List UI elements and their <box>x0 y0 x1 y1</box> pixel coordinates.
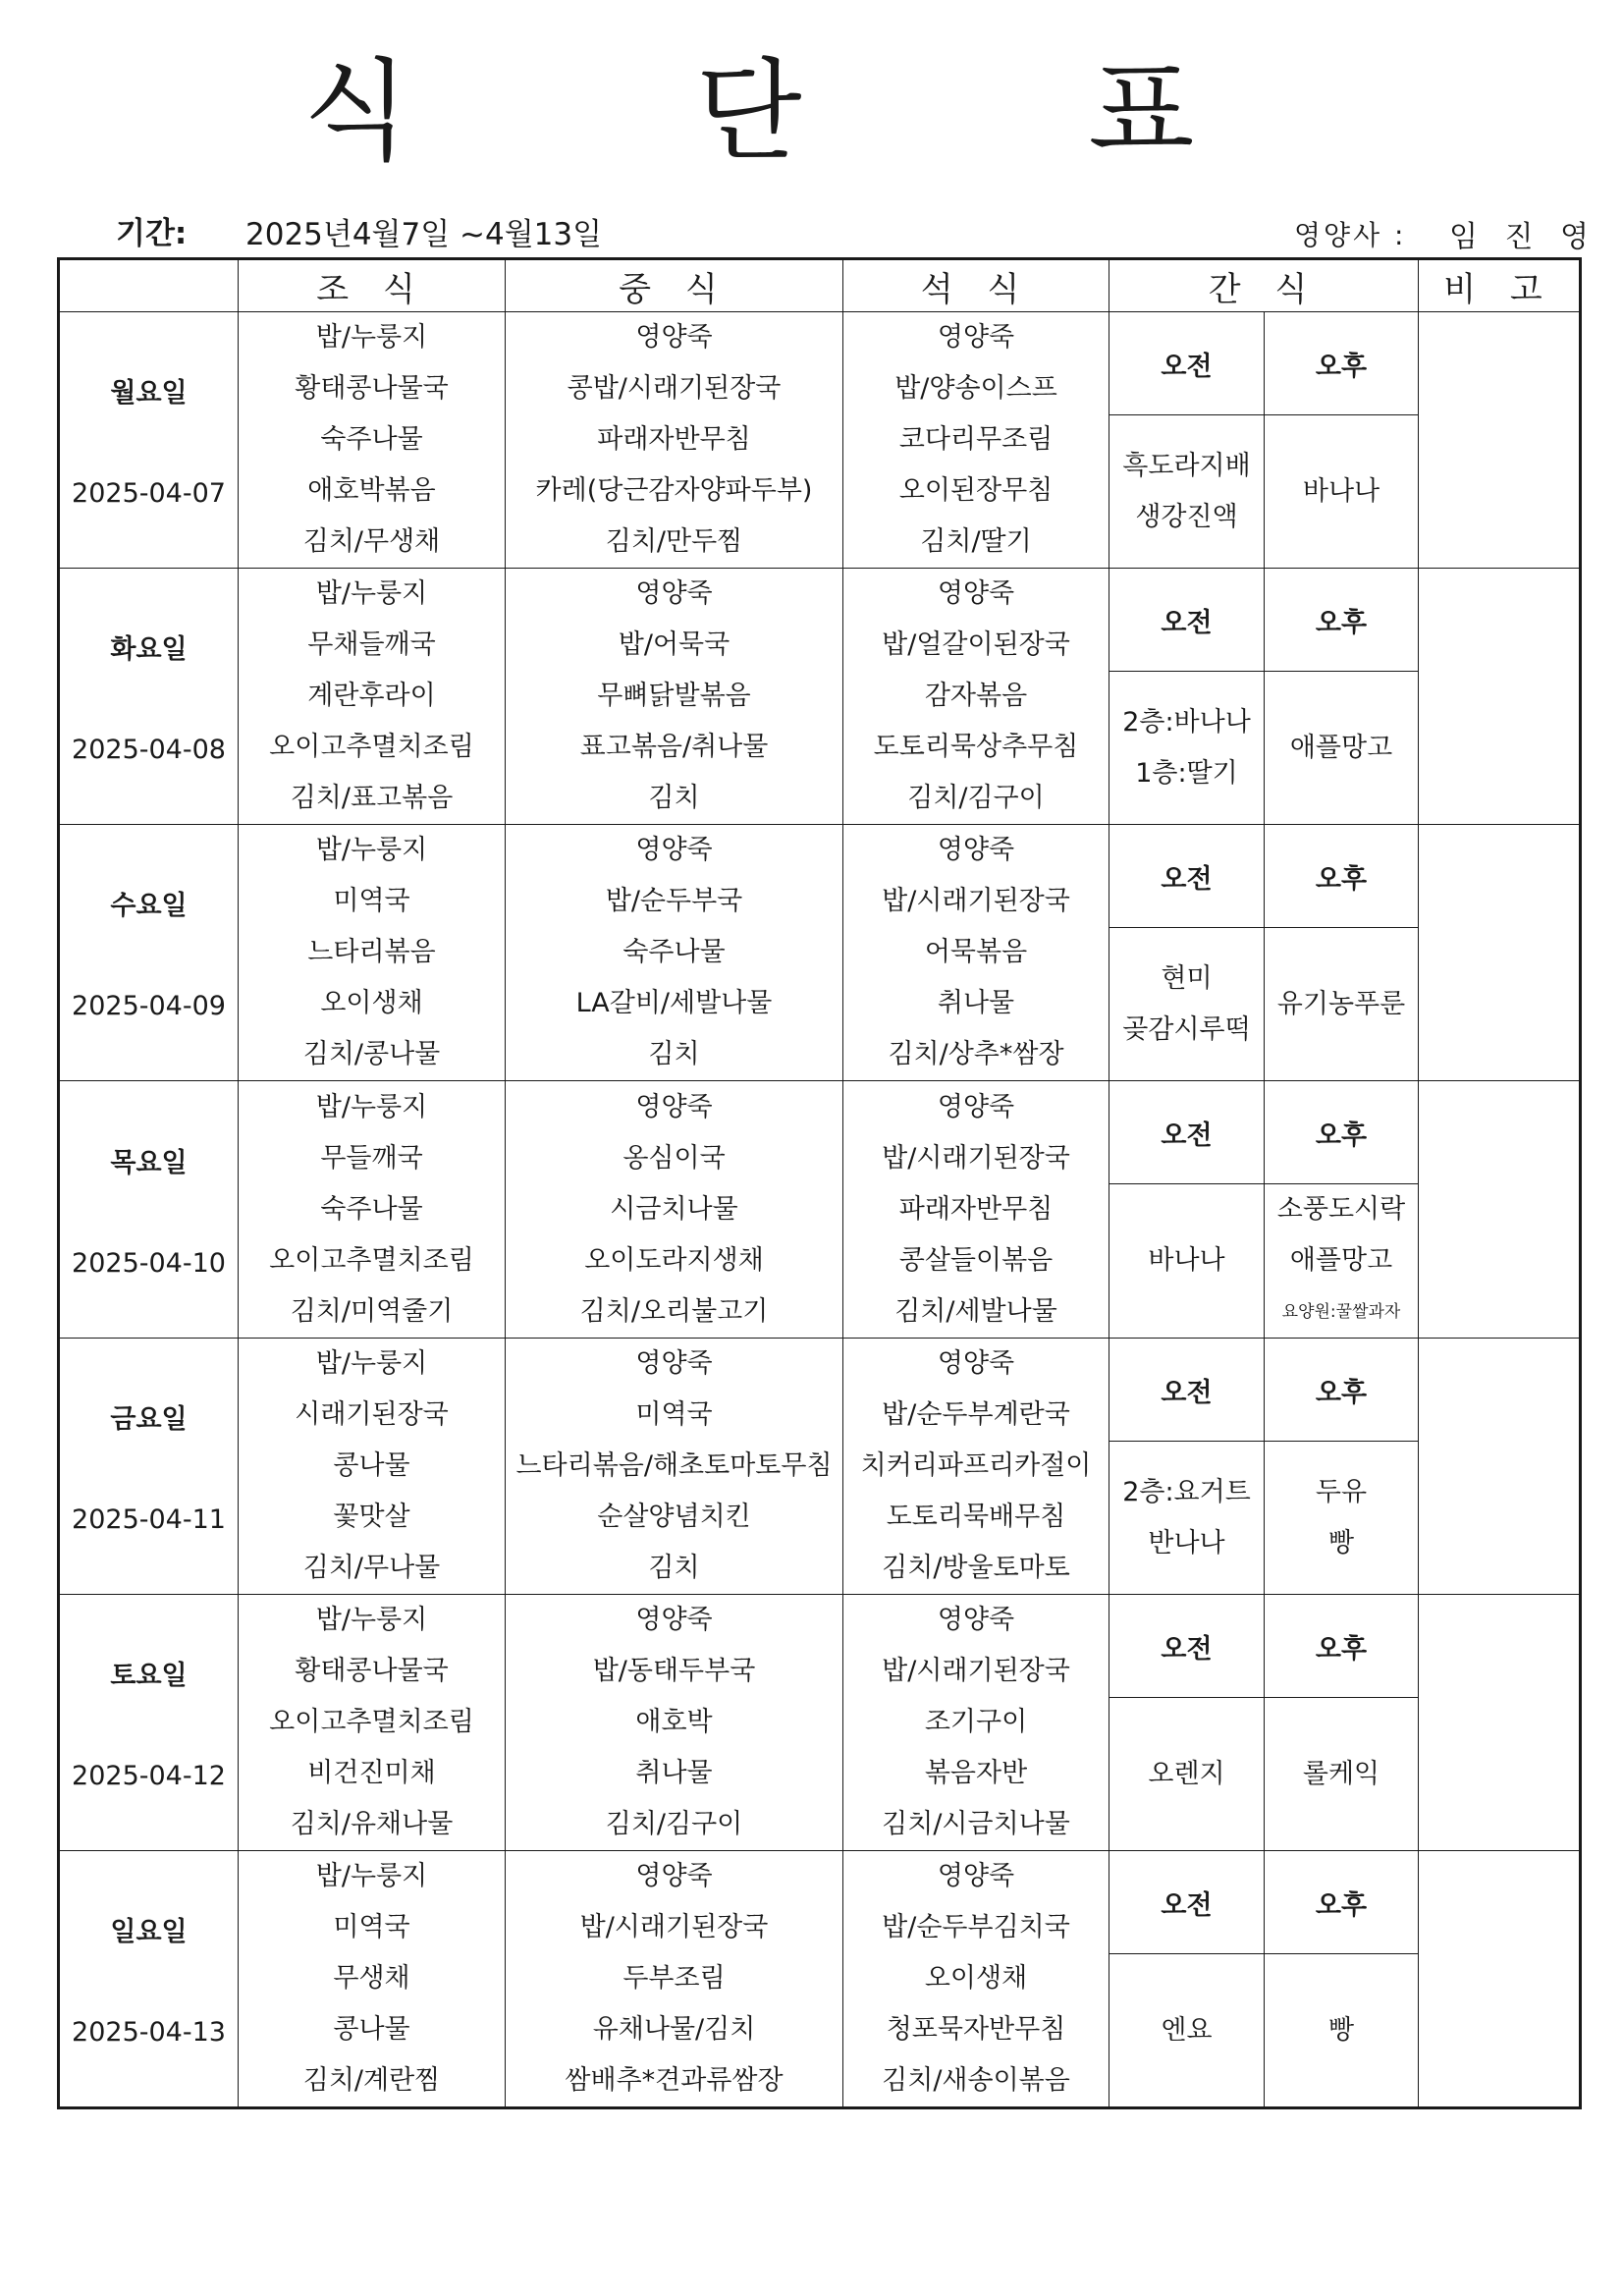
lunch-item: 콩밥/시래기된장국 <box>567 373 782 404</box>
header-note: 비 고 <box>1419 259 1581 312</box>
breakfast-item: 밥/누룽지 <box>315 1348 428 1379</box>
day-name: 금요일 <box>110 1404 188 1435</box>
period-label: 기간: <box>116 216 188 251</box>
lunch-item: 영양죽 <box>635 1091 713 1122</box>
day-name: 수요일 <box>110 891 188 921</box>
day-cell <box>59 1081 239 1339</box>
breakfast-item: 김치/미역줄기 <box>290 1295 454 1327</box>
breakfast-cell <box>239 1595 506 1851</box>
breakfast-item: 애호박볶음 <box>307 475 436 506</box>
lunch-item: 김치 <box>648 1553 700 1583</box>
breakfast-item: 김치/유채나물 <box>290 1809 454 1839</box>
breakfast-cell <box>239 569 506 825</box>
breakfast-item: 콩나물 <box>333 1450 410 1481</box>
dinner-item: 김치/세발나물 <box>894 1295 1057 1327</box>
snack-am-label: 오전 <box>1109 1339 1265 1442</box>
dinner-cell <box>843 1851 1109 2108</box>
breakfast-item: 오이생채 <box>320 988 423 1018</box>
lunch-item: 영양죽 <box>635 1861 713 1891</box>
lunch-cell <box>506 1339 843 1595</box>
lunch-item: 영양죽 <box>635 578 713 609</box>
page-title: 식 단 표 <box>302 48 1321 176</box>
dinner-item: 영양죽 <box>937 578 1015 609</box>
snack-am-label: 오전 <box>1109 569 1265 672</box>
snack-item: 생강진액 <box>1135 501 1238 532</box>
lunch-item: 김치/김구이 <box>605 1809 743 1839</box>
day-cell <box>59 569 239 825</box>
snack-item: 바나나 <box>1148 1245 1225 1276</box>
header-lunch: 중 식 <box>506 259 843 312</box>
snack-item: 빵 <box>1327 2014 1355 2046</box>
lunch-item: 김치/만두찜 <box>605 526 743 557</box>
header-day <box>59 259 239 312</box>
lunch-item: 영양죽 <box>635 322 713 353</box>
breakfast-item: 무들깨국 <box>320 1142 423 1174</box>
dinner-item: 감자볶음 <box>924 681 1028 711</box>
breakfast-item: 계란후라이 <box>307 681 436 711</box>
dinner-item: 오이된장무침 <box>898 475 1054 506</box>
breakfast-item: 숙주나물 <box>320 424 423 455</box>
dinner-item: 청포묵자반무침 <box>886 2014 1066 2045</box>
snack-pm-items <box>1265 1442 1419 1595</box>
header-row <box>59 259 1581 312</box>
dinner-item: 밥/시래기된장국 <box>882 886 1070 916</box>
dinner-item: 도토리묵상추무침 <box>873 732 1079 762</box>
breakfast-item: 김치/무생채 <box>302 526 441 557</box>
note-cell <box>1419 1339 1581 1595</box>
snack-item: 현미 <box>1161 962 1213 994</box>
dinner-item: 김치/새송이볶음 <box>882 2065 1070 2096</box>
breakfast-item: 콩나물 <box>333 2014 410 2045</box>
period-value: 2025년4월7일 ~4월13일 <box>245 217 603 252</box>
day-date: 2025-04-12 <box>72 1761 226 1791</box>
breakfast-item: 오이고추멸치조림 <box>269 1707 474 1737</box>
breakfast-item: 무생채 <box>333 1963 410 1994</box>
dinner-item: 영양죽 <box>937 1348 1015 1379</box>
dinner-item: 도토리묵배무침 <box>886 1502 1066 1532</box>
snack-item: 2층:바나나 <box>1122 706 1251 738</box>
breakfast-cell <box>239 1081 506 1339</box>
header-dinner: 석 식 <box>843 259 1109 312</box>
lunch-item: 밥/시래기된장국 <box>579 1912 769 1942</box>
snack-am-items <box>1109 415 1265 569</box>
lunch-item: 옹심이국 <box>622 1142 726 1174</box>
breakfast-item: 꽃맛살 <box>333 1502 410 1532</box>
snack-item: 롤케익 <box>1302 1758 1380 1789</box>
snack-pm-label: 오후 <box>1265 1081 1419 1184</box>
snack-pm-items <box>1265 1184 1419 1339</box>
lunch-item: 밥/동태두부국 <box>592 1656 756 1686</box>
menu-body <box>59 312 1581 2108</box>
lunch-item: 시금치나물 <box>610 1193 738 1225</box>
day-row <box>59 1081 1581 1184</box>
dinner-cell <box>843 569 1109 825</box>
snack-item: 애플망고 <box>1289 732 1393 763</box>
snack-pm-items <box>1265 672 1419 825</box>
day-date: 2025-04-09 <box>72 991 226 1021</box>
breakfast-item: 황태콩나물국 <box>295 1656 449 1686</box>
day-row <box>59 825 1581 928</box>
dinner-item: 영양죽 <box>937 1605 1015 1635</box>
dinner-item: 취나물 <box>937 988 1015 1018</box>
snack-item: 곶감시루떡 <box>1122 1013 1251 1045</box>
dinner-item: 영양죽 <box>937 835 1015 865</box>
lunch-cell <box>506 1851 843 2108</box>
day-date: 2025-04-11 <box>72 1504 226 1535</box>
snack-item: 두유 <box>1315 1476 1368 1507</box>
dinner-item: 오이생채 <box>924 1963 1028 1994</box>
snack-pm-items <box>1265 928 1419 1081</box>
dinner-cell <box>843 1081 1109 1339</box>
lunch-item: 밥/어묵국 <box>618 629 730 660</box>
breakfast-item: 밥/누룽지 <box>315 1091 428 1122</box>
day-cell <box>59 1595 239 1851</box>
note-cell <box>1419 1851 1581 2108</box>
breakfast-item: 김치/계란찜 <box>302 2065 441 2096</box>
snack-am-label: 오전 <box>1109 1595 1265 1698</box>
dinner-item: 파래자반무침 <box>898 1193 1054 1225</box>
snack-item: 2층:요거트 <box>1122 1476 1251 1507</box>
day-name: 목요일 <box>110 1147 188 1178</box>
day-date: 2025-04-13 <box>72 2017 226 2048</box>
snack-pm-label: 오후 <box>1265 825 1419 928</box>
snack-am-label: 오전 <box>1109 312 1265 415</box>
breakfast-item: 시래기된장국 <box>295 1399 449 1430</box>
header-breakfast: 조 식 <box>239 259 506 312</box>
snack-pm-items <box>1265 415 1419 569</box>
breakfast-item: 미역국 <box>333 886 410 916</box>
breakfast-item: 밥/누룽지 <box>315 1605 428 1635</box>
lunch-item: 쌈배추*견과류쌈장 <box>565 2065 784 2096</box>
lunch-item: 김치 <box>648 783 700 813</box>
snack-item: 유기농푸룬 <box>1276 988 1406 1019</box>
breakfast-item: 미역국 <box>333 1912 410 1942</box>
snack-pm-label: 오후 <box>1265 569 1419 672</box>
breakfast-item: 오이고추멸치조림 <box>269 732 474 762</box>
dinner-item: 조기구이 <box>924 1707 1028 1737</box>
snack-am-items <box>1109 672 1265 825</box>
lunch-item: LA갈비/세발나물 <box>575 988 773 1018</box>
snack-item: 요양원:꿀쌀과자 <box>1281 1302 1401 1322</box>
day-row <box>59 1595 1581 1698</box>
snack-pm-label: 오후 <box>1265 1339 1419 1442</box>
dinner-item: 영양죽 <box>937 1091 1015 1122</box>
dinner-item: 밥/시래기된장국 <box>882 1142 1070 1174</box>
dinner-item: 치커리파프리카절이 <box>860 1450 1092 1481</box>
nutritionist-label: 영양사 : <box>1294 219 1407 251</box>
day-row <box>59 569 1581 672</box>
lunch-cell <box>506 312 843 569</box>
breakfast-item: 밥/누룽지 <box>315 835 428 865</box>
snack-pm-label: 오후 <box>1265 1595 1419 1698</box>
dinner-item: 김치/딸기 <box>920 526 1032 557</box>
note-cell <box>1419 825 1581 1081</box>
breakfast-cell <box>239 1851 506 2108</box>
lunch-item: 느타리볶음/해초토마토무침 <box>515 1450 833 1481</box>
lunch-item: 파래자반무침 <box>597 424 751 455</box>
dinner-item: 밥/얼갈이된장국 <box>882 629 1070 660</box>
header-snack: 간 식 <box>1109 259 1419 312</box>
snack-item: 오렌지 <box>1148 1758 1225 1789</box>
nutritionist-name: 임 진 영 <box>1449 220 1598 254</box>
dinner-item: 밥/시래기된장국 <box>882 1656 1070 1686</box>
dinner-item: 김치/김구이 <box>907 783 1045 813</box>
snack-item: 1층:딸기 <box>1135 757 1238 789</box>
day-date: 2025-04-10 <box>72 1247 226 1279</box>
lunch-item: 표고볶음/취나물 <box>579 732 769 762</box>
note-cell <box>1419 1595 1581 1851</box>
breakfast-item: 비건진미채 <box>307 1758 436 1788</box>
lunch-cell <box>506 825 843 1081</box>
note-cell <box>1419 312 1581 569</box>
breakfast-cell <box>239 312 506 569</box>
lunch-item: 밥/순두부국 <box>605 886 743 916</box>
breakfast-item: 무채들깨국 <box>307 629 436 660</box>
breakfast-cell <box>239 825 506 1081</box>
dinner-cell <box>843 1339 1109 1595</box>
snack-item: 소풍도시락 <box>1276 1194 1406 1225</box>
snack-item: 애플망고 <box>1289 1245 1393 1276</box>
lunch-item: 무뼈닭발볶음 <box>597 681 751 711</box>
day-name: 토요일 <box>110 1661 188 1691</box>
day-name: 월요일 <box>110 378 188 409</box>
lunch-cell <box>506 1595 843 1851</box>
snack-am-items <box>1109 1698 1265 1851</box>
breakfast-item: 느타리볶음 <box>307 937 436 967</box>
dinner-item: 어묵볶음 <box>924 937 1028 967</box>
day-date: 2025-04-08 <box>72 735 226 765</box>
day-name: 일요일 <box>110 1917 188 1947</box>
breakfast-item: 밥/누룽지 <box>315 322 428 353</box>
snack-pm-label: 오후 <box>1265 1851 1419 1954</box>
day-name: 화요일 <box>110 634 188 665</box>
snack-pm-items <box>1265 1698 1419 1851</box>
snack-pm-items <box>1265 1954 1419 2108</box>
lunch-item: 취나물 <box>635 1758 713 1788</box>
snack-am-label: 오전 <box>1109 825 1265 928</box>
lunch-item: 영양죽 <box>635 1348 713 1379</box>
day-cell <box>59 1339 239 1595</box>
breakfast-item: 숙주나물 <box>320 1193 423 1225</box>
snack-item: 엔요 <box>1161 2014 1213 2046</box>
lunch-item: 김치 <box>648 1039 700 1069</box>
dinner-item: 밥/양송이스프 <box>894 373 1057 404</box>
snack-am-items <box>1109 1954 1265 2108</box>
lunch-cell <box>506 1081 843 1339</box>
lunch-item: 미역국 <box>635 1399 713 1430</box>
dinner-cell <box>843 1595 1109 1851</box>
dinner-cell <box>843 825 1109 1081</box>
snack-am-label: 오전 <box>1109 1081 1265 1184</box>
dinner-item: 콩살들이볶음 <box>898 1244 1054 1276</box>
breakfast-cell <box>239 1339 506 1595</box>
dinner-item: 김치/상추*쌈장 <box>888 1039 1064 1069</box>
breakfast-item: 황태콩나물국 <box>295 373 449 404</box>
snack-item: 바나나 <box>1302 475 1380 507</box>
snack-am-items <box>1109 1184 1265 1339</box>
day-cell <box>59 1851 239 2108</box>
lunch-item: 김치/오리불고기 <box>579 1295 769 1327</box>
breakfast-item: 오이고추멸치조림 <box>269 1244 474 1276</box>
note-cell <box>1419 569 1581 825</box>
dinner-item: 볶음자반 <box>924 1758 1028 1788</box>
day-date: 2025-04-07 <box>72 478 226 509</box>
lunch-item: 오이도라지생채 <box>584 1244 764 1276</box>
dinner-item: 밥/순두부계란국 <box>882 1399 1070 1430</box>
breakfast-item: 김치/표고볶음 <box>290 783 454 813</box>
lunch-cell <box>506 569 843 825</box>
menu-table <box>57 257 1582 2109</box>
day-cell <box>59 312 239 569</box>
note-cell <box>1419 1081 1581 1339</box>
snack-pm-label: 오후 <box>1265 312 1419 415</box>
snack-am-label: 오전 <box>1109 1851 1265 1954</box>
day-row <box>59 312 1581 415</box>
dinner-cell <box>843 312 1109 569</box>
day-cell <box>59 825 239 1081</box>
snack-am-items <box>1109 928 1265 1081</box>
lunch-item: 카레(당근감자양파두부) <box>535 475 813 506</box>
breakfast-item: 김치/콩나물 <box>302 1039 441 1069</box>
dinner-item: 김치/시금치나물 <box>882 1809 1070 1839</box>
breakfast-item: 밥/누룽지 <box>315 1861 428 1891</box>
day-row <box>59 1851 1581 1954</box>
dinner-item: 김치/방울토마토 <box>882 1553 1070 1583</box>
dinner-item: 영양죽 <box>937 1861 1015 1891</box>
lunch-item: 순살양념치킨 <box>597 1502 751 1532</box>
dinner-item: 밥/순두부김치국 <box>882 1912 1070 1942</box>
snack-item: 흑도라지배 <box>1122 450 1251 481</box>
breakfast-item: 김치/무나물 <box>302 1553 441 1583</box>
breakfast-item: 밥/누룽지 <box>315 578 428 609</box>
day-row <box>59 1339 1581 1442</box>
dinner-item: 영양죽 <box>937 322 1015 353</box>
lunch-item: 영양죽 <box>635 835 713 865</box>
snack-item: 빵 <box>1327 1527 1355 1558</box>
snack-item: 반나나 <box>1148 1527 1225 1558</box>
lunch-item: 애호박 <box>635 1707 713 1737</box>
snack-am-items <box>1109 1442 1265 1595</box>
lunch-item: 숙주나물 <box>622 937 726 967</box>
lunch-item: 영양죽 <box>635 1605 713 1635</box>
lunch-item: 두부조림 <box>622 1963 726 1994</box>
dinner-item: 코다리무조림 <box>898 424 1054 455</box>
lunch-item: 유채나물/김치 <box>592 2014 756 2045</box>
